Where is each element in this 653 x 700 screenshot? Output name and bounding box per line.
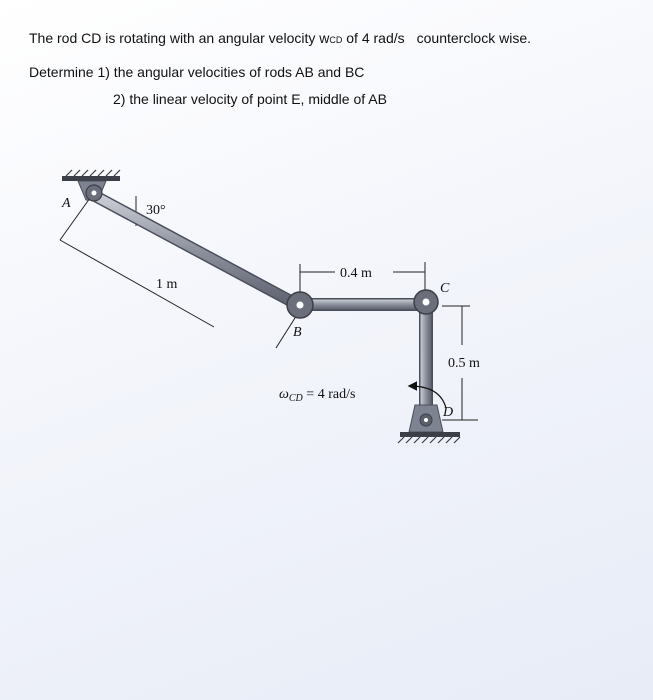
length-CD-label: 0.5 m (448, 356, 480, 371)
problem-line-2: Determine 1) the angular velocities of rods AB and BC (29, 64, 365, 80)
line1-text: The rod CD is rotating with an angular velocity w (29, 30, 330, 46)
omega-symbol: ω (279, 387, 289, 402)
omega-subscript: CD (288, 393, 303, 404)
angle-label: 30° (146, 203, 166, 218)
omega-value: = 4 rad/s (302, 387, 356, 402)
label-A: A (62, 196, 71, 211)
line1-value: of 4 rad/s (342, 30, 405, 46)
omega-label (279, 387, 355, 404)
label-B: B (293, 325, 302, 340)
problem-line-3: 2) the linear velocity of point E, middle of AB (113, 91, 387, 107)
omega-subscript: CD (329, 35, 343, 45)
rod-AB (97, 197, 300, 306)
length-BC-label: 0.4 m (340, 266, 372, 281)
pin-C (414, 290, 438, 314)
label-C: C (440, 281, 450, 296)
pin-B (287, 292, 313, 318)
rod-BC (300, 298, 426, 311)
pin-A (86, 185, 102, 201)
label-D: D (443, 405, 454, 420)
line1-direction: counterclock wise. (416, 30, 532, 46)
length-AB-label: 1 m (156, 277, 178, 292)
